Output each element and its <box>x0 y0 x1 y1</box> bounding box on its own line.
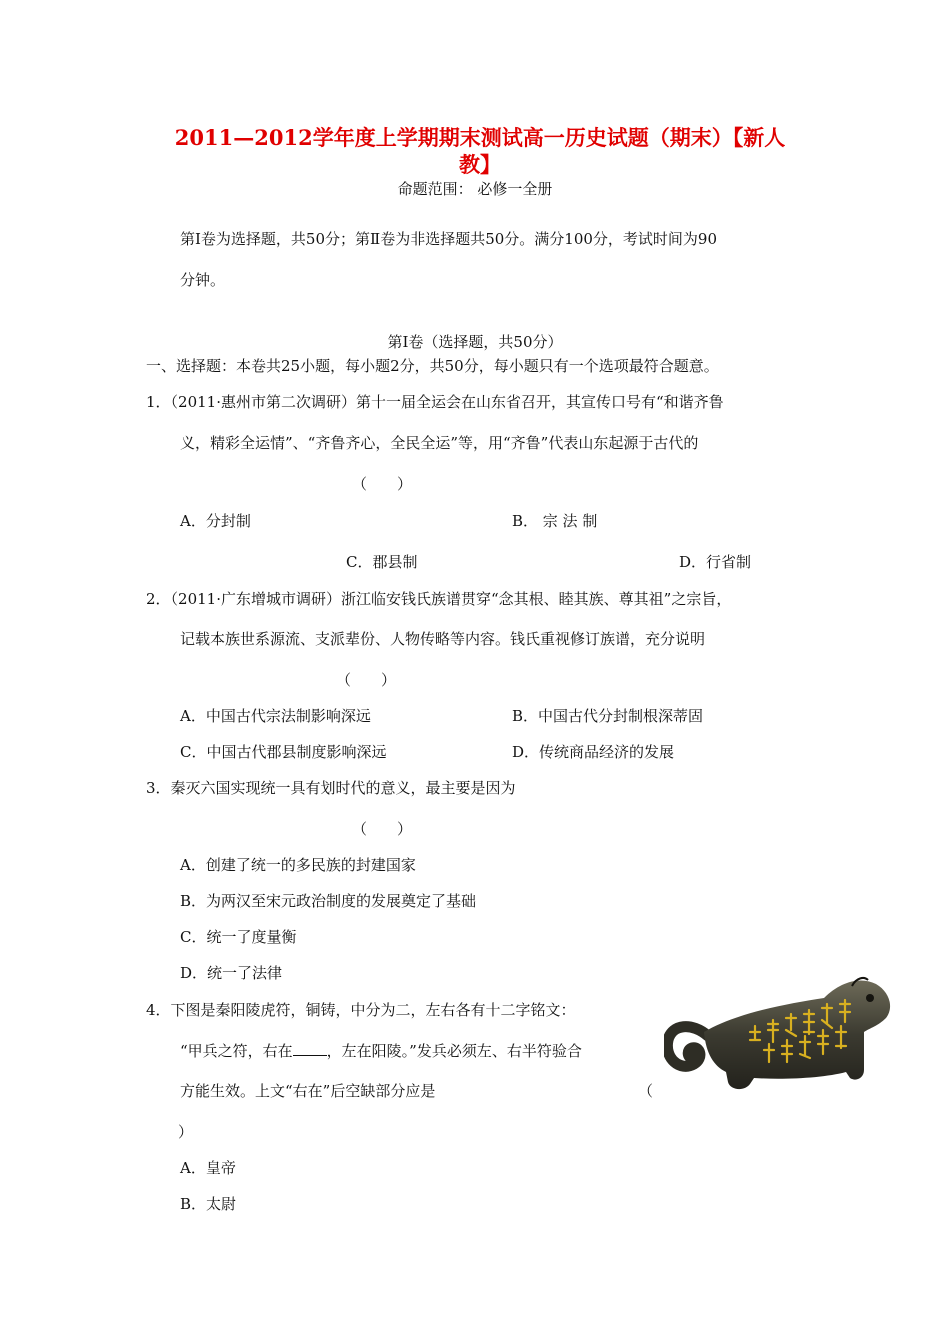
q4-stem-line-2-part-a: “甲兵之符，右在 <box>180 1042 293 1060</box>
q3-option-d: D．统一了法律 <box>180 964 283 982</box>
q4-stem-line-3: 方能生效。上文“右在”后空缺部分应是 <box>180 1082 436 1100</box>
q3-option-a: A．创建了统一的多民族的封建国家 <box>180 856 416 874</box>
q2-option-c: C．中国古代郡县制度影响深远 <box>180 743 387 761</box>
q4-stem-line-2-part-b: ，左在阳陵。”发兵必须左、右半符验合 <box>326 1042 582 1060</box>
q2-answer-paren: （ ） <box>336 671 397 689</box>
q1-option-a: A．分封制 <box>180 512 251 530</box>
q2-option-a: A．中国古代宗法制影响深远 <box>180 707 371 725</box>
q1-option-d: D．行省制 <box>679 553 752 571</box>
exam-scope: 命题范围： 必修一全册 <box>397 180 553 198</box>
title-line-2: 教】 <box>459 152 501 177</box>
q4-paren-close: ） <box>178 1123 194 1141</box>
q3-option-b: B．为两汉至宋元政治制度的发展奠定了基础 <box>180 892 477 910</box>
q4-option-b: B．太尉 <box>180 1195 237 1213</box>
q1-stem-line-1: 1．（2011·惠州市第二次调研）第十一届全运会在山东省召开，其宣传口号有“和谐齐鲁 <box>146 393 724 411</box>
q4-fill-blank <box>293 1041 327 1056</box>
q2-stem-line-2: 记载本族世系源流、支派辈份、人物传略等内容。钱氏重视修订族谱，充分说明 <box>180 630 706 648</box>
intro-line-1: 第Ⅰ卷为选择题，共50分；第Ⅱ卷为非选择题共50分。满分100分，考试时间为90 <box>180 230 718 248</box>
q2-option-b: B．中国古代分封制根深蒂固 <box>512 707 704 725</box>
q4-stem-line-1: 4．下图是秦阳陵虎符，铜铸，中分为二，左右各有十二字铭文： <box>146 1001 576 1019</box>
q4-stem-line-2 <box>180 1040 582 1061</box>
q4-option-a: A．皇帝 <box>180 1159 236 1177</box>
q1-option-c: C．郡县制 <box>346 553 418 571</box>
q1-option-b: B． 宗 法 制 <box>512 512 598 530</box>
section-title: 第Ⅰ卷（选择题，共50分） <box>387 333 563 351</box>
q1-answer-paren: （ ） <box>352 475 413 493</box>
q2-option-d: D．传统商品经济的发展 <box>512 743 675 761</box>
q3-answer-paren: （ ） <box>352 820 413 838</box>
tiger-tally-icon <box>664 974 896 1100</box>
q2-stem-line-1: 2．（2011·广东增城市调研）浙江临安钱氏族谱贯穿“念其根、睦其族、尊其祖”之宗旨， <box>146 590 732 608</box>
q1-stem-line-2: 义，精彩全运情”、“齐鲁齐心，全民全运”等，用“齐鲁”代表山东起源于古代的 <box>180 434 699 452</box>
q3-option-c: C．统一了度量衡 <box>180 928 297 946</box>
intro-line-2: 分钟。 <box>180 271 226 289</box>
q4-paren-open: （ <box>638 1082 654 1100</box>
title-line-1: 2011—2012学年度上学期期末测试高一历史试题（期末）【新人 <box>174 125 786 150</box>
page-title <box>150 124 810 178</box>
q3-stem: 3．秦灭六国实现统一具有划时代的意义，最主要是因为 <box>146 779 516 797</box>
section-instruction: 一、选择题：本卷共25小题，每小题2分，共50分，每小题只有一个选项最符合题意。 <box>146 357 719 375</box>
